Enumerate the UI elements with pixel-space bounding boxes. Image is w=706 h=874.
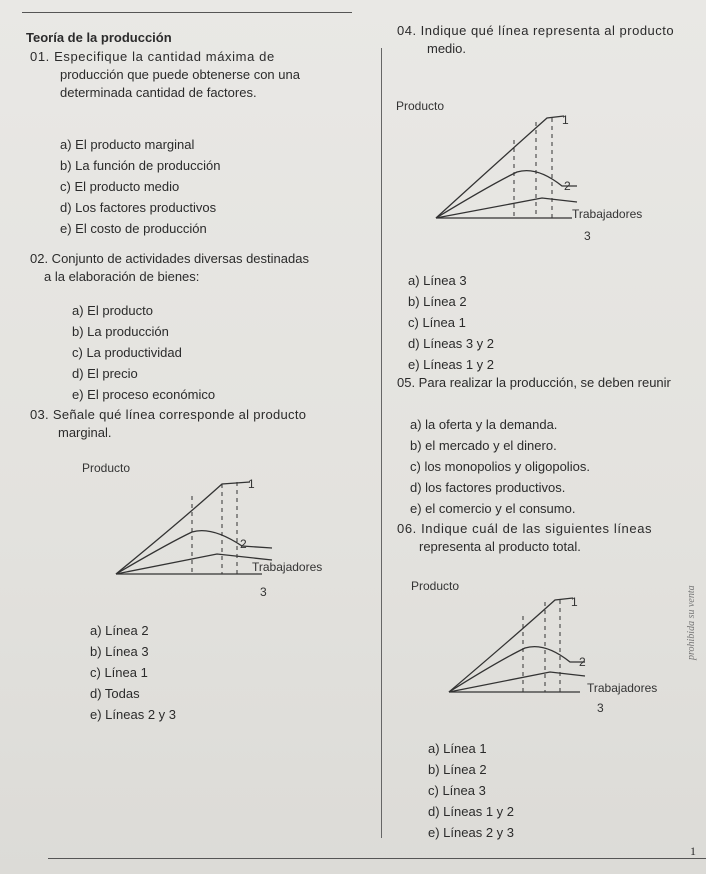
line-1: [449, 598, 573, 692]
option-a[interactable]: a) la oferta y la demanda.: [410, 417, 558, 432]
option-d[interactable]: d) El precio: [72, 366, 138, 381]
line-label-2: 2: [564, 179, 571, 193]
option-c[interactable]: c) Línea 1: [90, 665, 148, 680]
production-graph: [82, 461, 322, 599]
option-b[interactable]: b) La producción: [72, 324, 169, 339]
option-a[interactable]: a) Línea 1: [428, 741, 487, 756]
question-line: 05. Para realizar la producción, se deben reunir: [397, 375, 671, 390]
question-01: [30, 48, 300, 102]
line-label-3: 3: [597, 701, 604, 715]
question-line: 02. Conjunto de actividades diversas destinadas: [30, 251, 309, 266]
section-title: Teoría de la producción: [26, 30, 172, 45]
option-b[interactable]: b) Línea 3: [90, 644, 149, 659]
option-d[interactable]: d) los factores productivos.: [410, 480, 566, 495]
option-b[interactable]: b) Línea 2: [428, 762, 487, 777]
page-number: 1: [690, 844, 696, 858]
option-c[interactable]: c) El producto medio: [60, 179, 180, 194]
line-2: [116, 531, 272, 574]
graph-q04: [392, 94, 682, 244]
line-label-2: 2: [579, 655, 586, 669]
option-a[interactable]: a) Línea 3: [408, 273, 467, 288]
option-c[interactable]: c) La productividad: [72, 345, 182, 360]
question-line: determinada cantidad de factores.: [60, 85, 257, 100]
graph-q06: [405, 574, 685, 724]
options-04: [408, 270, 494, 375]
question-line: 06. Indique cuál de las siguientes líneas: [397, 521, 653, 536]
options-05: [410, 414, 590, 519]
column-divider: [381, 48, 382, 838]
question-02: [30, 250, 309, 286]
top-rule: [22, 12, 352, 13]
line-label-2: 2: [240, 537, 247, 551]
question-line: 03. Señale qué línea corresponde al producto: [30, 407, 307, 422]
line-label-3: 3: [260, 585, 267, 599]
graph-y-label: Producto: [82, 461, 131, 475]
option-e[interactable]: e) Líneas 1 y 2: [408, 357, 494, 372]
line-label-1: 1: [571, 595, 578, 609]
question-06: [397, 520, 652, 556]
line-1: [436, 116, 564, 218]
question-line: representa al producto total.: [419, 539, 581, 554]
option-e[interactable]: e) Líneas 2 y 3: [428, 825, 514, 840]
question-04: [397, 22, 674, 58]
option-e[interactable]: e) Líneas 2 y 3: [90, 707, 176, 722]
option-c[interactable]: c) Línea 3: [428, 783, 486, 798]
question-line: 04. Indique qué línea representa al producto: [397, 23, 675, 38]
option-b[interactable]: b) el mercado y el dinero.: [410, 438, 557, 453]
option-a[interactable]: a) El producto marginal: [60, 137, 195, 152]
options-02: [72, 300, 215, 405]
production-graph: [396, 99, 642, 243]
question-line: producción que puede obtenerse con una: [60, 67, 300, 82]
option-d[interactable]: d) Todas: [90, 686, 140, 701]
question-line: 01. Especifique la cantidad máxima de: [30, 49, 275, 64]
option-e[interactable]: e) El proceso económico: [72, 387, 216, 402]
line-3: [436, 198, 577, 218]
question-05: [397, 374, 671, 392]
option-b[interactable]: b) La función de producción: [60, 158, 221, 173]
graph-y-label: Producto: [411, 579, 460, 593]
option-d[interactable]: d) Los factores productivos: [60, 200, 217, 215]
option-e[interactable]: e) El costo de producción: [60, 221, 207, 236]
question-line: a la elaboración de bienes:: [44, 269, 200, 284]
question-line: medio.: [427, 41, 467, 56]
option-e[interactable]: e) el comercio y el consumo.: [410, 501, 576, 516]
graph-y-label: Producto: [396, 99, 445, 113]
graph-x-label: Trabajadores: [572, 207, 643, 221]
option-d[interactable]: d) Líneas 1 y 2: [428, 804, 514, 819]
line-label-3: 3: [584, 229, 591, 243]
side-note: prohibida su venta: [686, 585, 697, 660]
line-2: [449, 647, 585, 692]
option-a[interactable]: a) El producto: [72, 303, 153, 318]
graph-x-label: Trabajadores: [587, 681, 658, 695]
graph-q03: [72, 456, 352, 606]
graph-x-label: Trabajadores: [252, 560, 323, 574]
production-graph: [411, 579, 657, 715]
options-06: [428, 738, 514, 843]
line-label-1: 1: [562, 113, 569, 127]
option-a[interactable]: a) Línea 2: [90, 623, 149, 638]
options-03: [90, 620, 176, 725]
question-line: marginal.: [58, 425, 112, 440]
option-b[interactable]: b) Línea 2: [408, 294, 467, 309]
option-c[interactable]: c) los monopolios y oligopolios.: [410, 459, 590, 474]
line-3: [116, 554, 272, 574]
line-label-1: 1: [248, 477, 255, 491]
question-03: [30, 406, 306, 442]
line-2: [436, 171, 577, 218]
options-01: [60, 134, 220, 239]
option-d[interactable]: d) Líneas 3 y 2: [408, 336, 494, 351]
bottom-rule: [48, 858, 706, 859]
option-c[interactable]: c) Línea 1: [408, 315, 466, 330]
